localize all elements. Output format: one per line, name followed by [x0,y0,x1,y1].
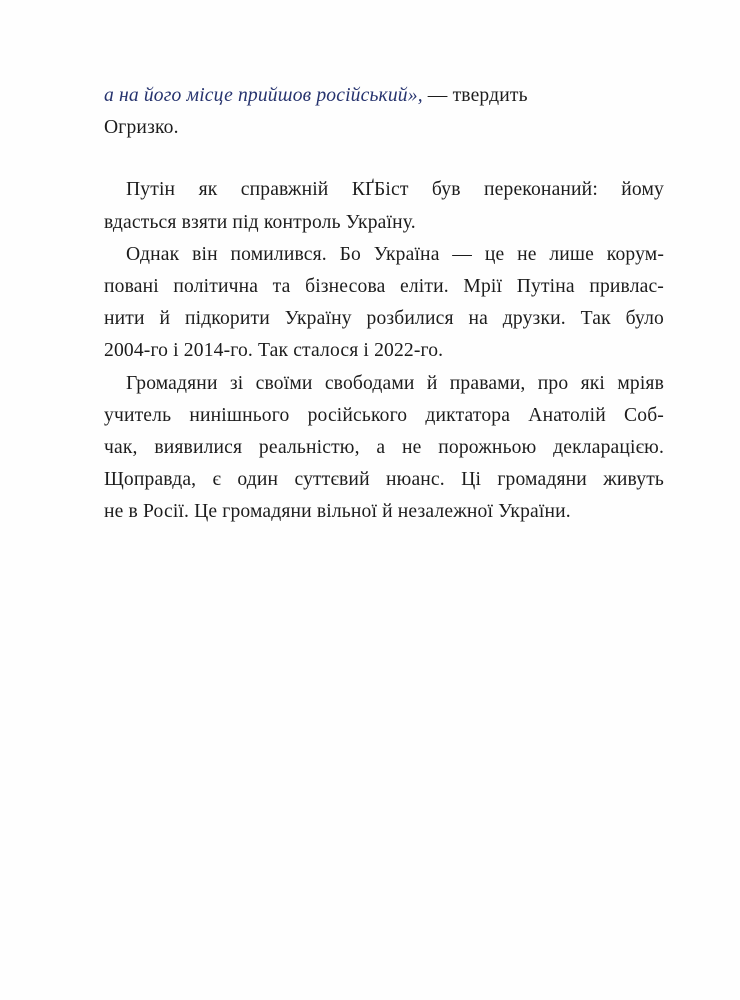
paragraph-3 [104,368,664,529]
quote-text: а на його місце прийшов російський», [104,85,423,106]
attribution-tail: — твердить [422,85,528,106]
paragraph-line: нити й підкорити Україну розбилися на друзки. Так було [104,308,664,330]
paragraph-line: вдасться взяти під контроль Україну. [104,211,416,233]
paragraph-line: Путін як справжній КҐБіст був переконаний: йому [126,179,664,201]
paragraph-line: учитель нинішнього російського диктатора Анатолій Соб- [104,404,664,426]
paragraph-line: Громадяни зі своїми свободами й правами, про які мріяв [126,372,664,394]
page-text [104,80,664,528]
paragraph-line: повані політична та бізнесова еліти. Мрії Путіна привлас- [104,275,664,297]
quote-paragraph [104,80,664,144]
paragraph-line: Щоправда, є один суттєвий нюанс. Ці громадяни живуть [104,469,664,491]
paragraph-gap [104,144,664,174]
paragraph-line: не в Росії. Це громадяни вільної й незалежної України. [104,501,571,523]
paragraph-1 [104,174,664,238]
attribution-name: Огризко. [104,117,179,139]
paragraph-line: чак, виявилися реальністю, а не порожньою декларацією. [104,436,664,458]
paragraph-line: Однак він помилився. Бо Україна — це не лише корум- [126,243,664,265]
paragraph-line: 2004-го і 2014-го. Так сталося і 2022-го. [104,340,444,362]
quote-line [104,80,664,112]
paragraph-2 [104,239,664,368]
